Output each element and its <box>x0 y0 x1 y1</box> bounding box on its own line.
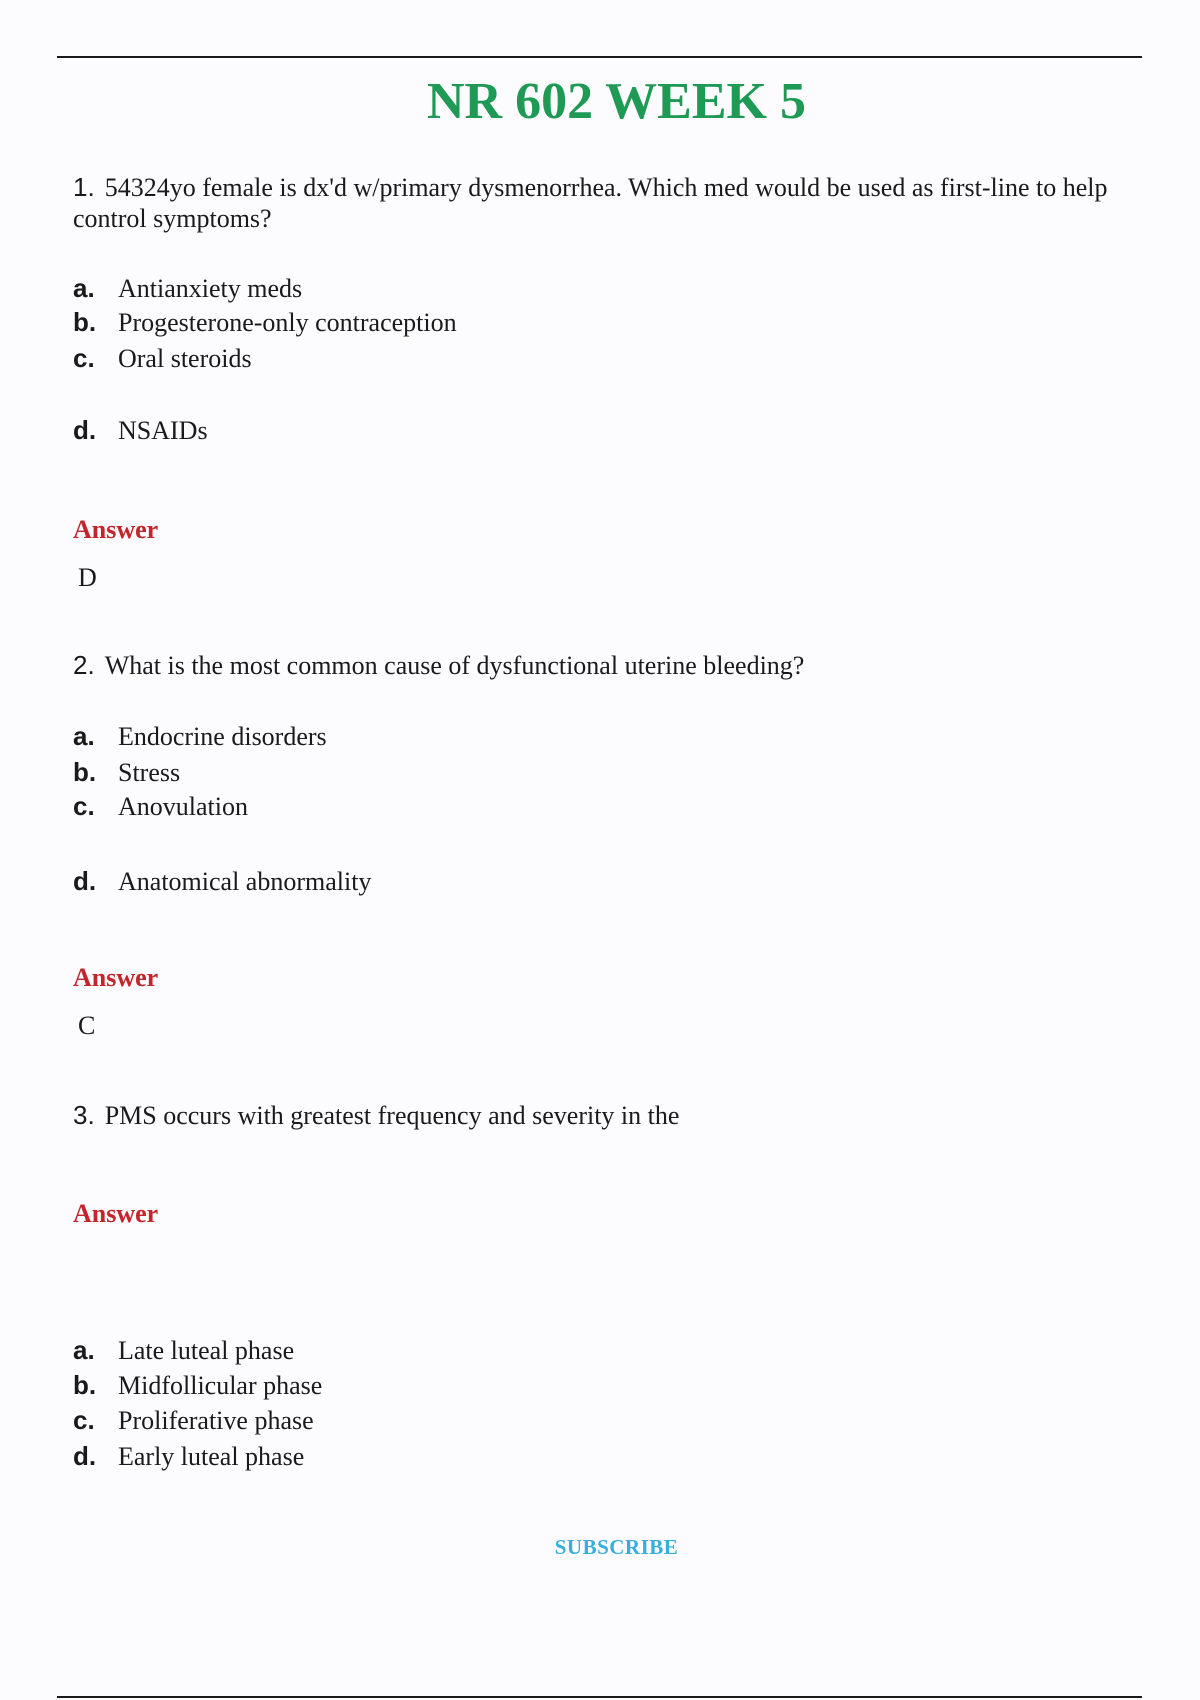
question-1-number: 1. <box>73 172 95 202</box>
option-text: Early luteal phase <box>118 1442 305 1471</box>
question-2-option-b <box>73 757 180 788</box>
question-2-option-c <box>73 791 248 822</box>
option-letter: b. <box>73 307 97 337</box>
question-2-option-d <box>73 866 371 897</box>
option-text: Stress <box>118 758 181 787</box>
bottom-rule <box>57 1696 1142 1698</box>
question-2 <box>73 650 1143 681</box>
question-2-text <box>73 650 1143 681</box>
question-3 <box>73 1100 1143 1131</box>
option-letter: c. <box>73 343 95 373</box>
option-letter: c. <box>73 791 95 821</box>
question-1-answer-label: Answer <box>73 515 159 544</box>
question-1-body: 54324yo female is dx'd w/primary dysmenorrhea. Which med would be used as first-line to help control symptoms? <box>73 173 1108 233</box>
question-3-option-b <box>73 1370 322 1401</box>
question-1-answer-value: D <box>78 563 97 592</box>
option-letter: d. <box>73 1441 97 1471</box>
option-letter: d. <box>73 415 97 445</box>
option-text: Anatomical abnormality <box>118 867 372 896</box>
top-rule <box>57 56 1142 58</box>
question-3-text <box>73 1100 1143 1131</box>
option-text: Endocrine disorders <box>118 722 327 751</box>
subscribe-link[interactable]: SUBSCRIBE <box>554 1535 679 1559</box>
question-3-option-d <box>73 1441 304 1472</box>
option-letter: c. <box>73 1405 95 1435</box>
question-1 <box>73 172 1143 234</box>
question-2-option-a <box>73 721 327 752</box>
option-letter: b. <box>73 757 97 787</box>
question-2-answer-label: Answer <box>73 963 159 992</box>
question-2-answer-value: C <box>78 1011 96 1040</box>
option-text: Proliferative phase <box>118 1406 314 1435</box>
option-text: Antianxiety meds <box>118 274 303 303</box>
question-3-answer-label: Answer <box>73 1199 159 1228</box>
question-1-option-d <box>73 415 208 446</box>
question-1-text <box>73 172 1143 234</box>
option-text: NSAIDs <box>118 416 208 445</box>
question-1-option-a <box>73 273 302 304</box>
question-3-option-c <box>73 1405 314 1436</box>
option-letter: a. <box>73 273 95 303</box>
option-letter: b. <box>73 1370 97 1400</box>
option-text: Midfollicular phase <box>118 1371 323 1400</box>
question-3-number: 3. <box>73 1100 95 1130</box>
option-text: Anovulation <box>118 792 248 821</box>
option-letter: d. <box>73 866 97 896</box>
question-3-option-a <box>73 1335 294 1366</box>
question-2-body: What is the most common cause of dysfunctional uterine bleeding? <box>104 651 805 680</box>
page-title: NR 602 WEEK 5 <box>427 73 806 130</box>
question-1-option-c <box>73 343 252 374</box>
question-2-number: 2. <box>73 650 95 680</box>
option-letter: a. <box>73 721 95 751</box>
question-1-option-b <box>73 307 457 338</box>
option-text: Late luteal phase <box>118 1336 295 1365</box>
question-3-body: PMS occurs with greatest frequency and severity in the <box>104 1101 680 1130</box>
option-text: Progesterone-only contraception <box>118 308 457 337</box>
option-text: Oral steroids <box>118 344 252 373</box>
option-letter: a. <box>73 1335 95 1365</box>
